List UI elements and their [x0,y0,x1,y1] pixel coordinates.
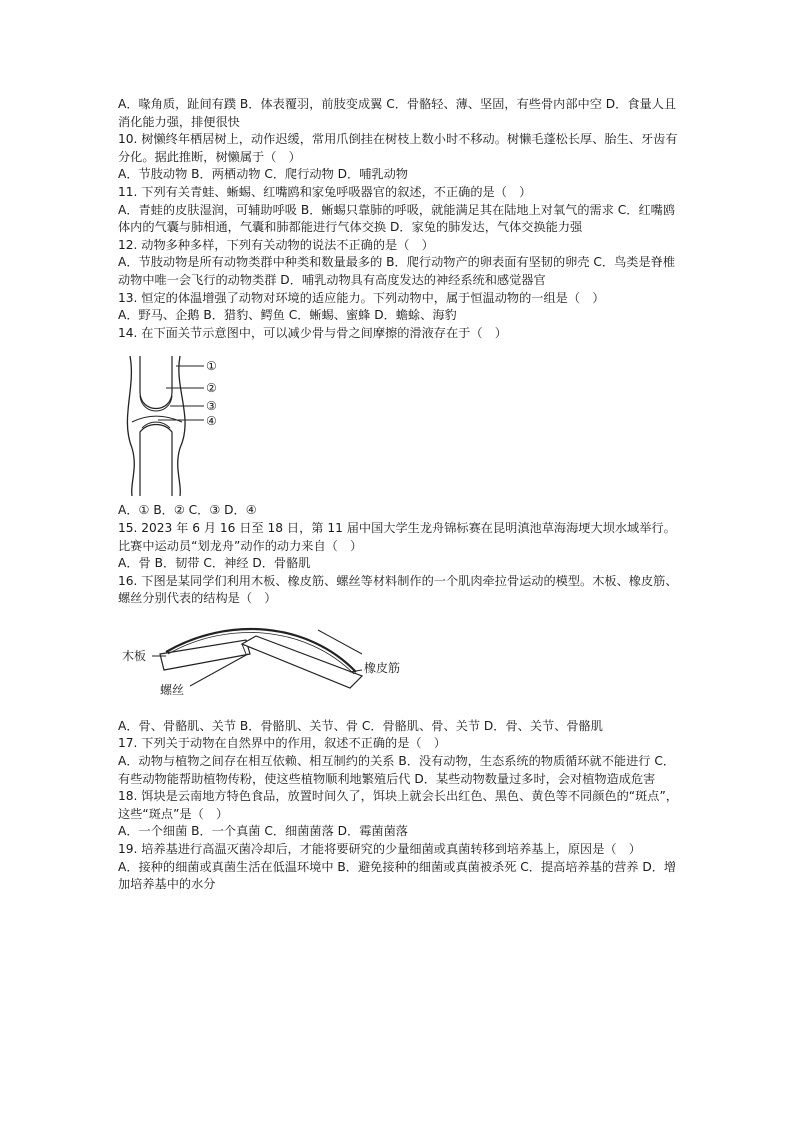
question-text: 12. 动物多种多样，下列有关动物的说法不正确的是（ ） [118,237,434,252]
answer-options: A．动物与植物之间存在相互依赖、相互制约的关系 B．没有动物，生态系统的物质循环就不能进行 C．有些动物能帮助植物传粉，使这些植物顺利地繁殖后代 D．某些动物数量过多时，会对植物造成危害 [118,754,676,786]
model-label-screw: 螺丝 [160,682,185,697]
answer-options: A．骨 B．韧带 C．神经 D．骨骼肌 [118,556,311,571]
muscle-model-svg [118,614,418,710]
question-text: 18. 饵块是云南地方特色食品，放置时间久了，饵块上就会长出红色、黑色、黄色等不同颜色的“斑点”，这些“斑点”是（ ） [118,789,678,821]
question-text: 16. 下图是某同学们利用木板、橡皮筋、螺丝等材料制作的一个肌肉牵拉骨运动的模型。木板、橡皮筋、螺丝分别代表的结构是（ ） [118,573,678,606]
model-label-board: 木板 [122,648,147,663]
muscle-model-diagram [118,614,678,710]
joint-label-3: ③ [206,399,217,414]
joint-label-4: ④ [206,414,217,429]
answer-options: A．接种的细菌或真菌生活在低温环境中 B．避免接种的细菌或真菌被杀死 C．提高培养基的营养 D．增加培养基中的水分 [118,859,677,892]
exam-page [118,96,678,894]
joint-label-2: ② [206,381,217,396]
question-text: 17. 下列关于动物在自然界中的作用，叙述不正确的是（ ） [118,736,446,751]
question-text: 15. 2023 年 6 月 16 日至 18 日，第 11 届中国大学生龙舟锦标赛在昆明滇池草海海埂大坝水域举行。比赛中运动员“划龙舟”动作的动力来自（ ） [118,520,676,553]
answer-options: A．一个细菌 B．一个真菌 C．细菌菌落 D．霉菌菌落 [118,824,408,839]
answer-options: A．野马、企鹅 B．猎豹、鳄鱼 C．蜥蜴、蜜蜂 D．蟾蜍、海豹 [118,308,457,323]
answer-options: A．骨、骨骼肌、关节 B．骨骼肌、关节、骨 C．骨骼肌、骨、关节 D．骨、关节、骨骼肌 [118,718,603,733]
question-text: 14. 在下面关节示意图中，可以减少骨与骨之间摩擦的滑液存在于（ ） [118,325,507,340]
answer-options: A．节肢动物 B．两栖动物 C．爬行动物 D．哺乳动物 [118,167,408,182]
question-text: 11. 下列有关青蛙、蜥蜴、红嘴鸥和家兔呼吸器官的叙述，不正确的是（ ） [118,184,532,199]
answer-options: A．节肢动物是所有动物类群中种类和数量最多的 B．爬行动物产的卵表面有坚韧的卵壳 C．鸟类是脊椎动物中唯一会飞行的动物类群 D．哺乳动物具有高度发达的神经系统和感觉器官 [118,255,676,287]
question-text: 10. 树懒终年栖居树上，动作迟缓，常用爪倒挂在树枝上数小时不移动。树懒毛蓬松长厚、胎生、牙齿有分化。据此推断，树懒属于（ ） [118,132,678,164]
question-text: 13. 恒定的体温增强了动物对环境的适应能力。下列动物中，属于恒温动物的一组是（ ） [118,290,605,305]
question-text: 19. 培养基进行高温灭菌冷却后，才能将要研究的少量细菌或真菌转移到培养基上，原因是（ ） [118,842,641,857]
question-text: A．喙角质，趾间有蹼 B．体表覆羽，前肢变成翼 C．骨骼轻、薄、坚固，有些骨内部中空 D．食量人且消化能力强，排便很快 [118,97,677,129]
model-label-band: 橡皮筋 [364,660,401,675]
joint-diagram-svg [118,348,258,498]
joint-label-1: ① [206,359,217,374]
answer-options: A．① B．② C．③ D．④ [118,503,257,518]
answer-options: A．青蛙的皮肤湿润，可辅助呼吸 B．蜥蜴只靠肺的呼吸，就能满足其在陆地上对氧气的需求 C．红嘴鸥体内的气囊与肺相通，气囊和肺都能进行气体交换 D．家兔的肺发达，气体交换能力强 [118,202,676,235]
joint-diagram [118,348,678,498]
